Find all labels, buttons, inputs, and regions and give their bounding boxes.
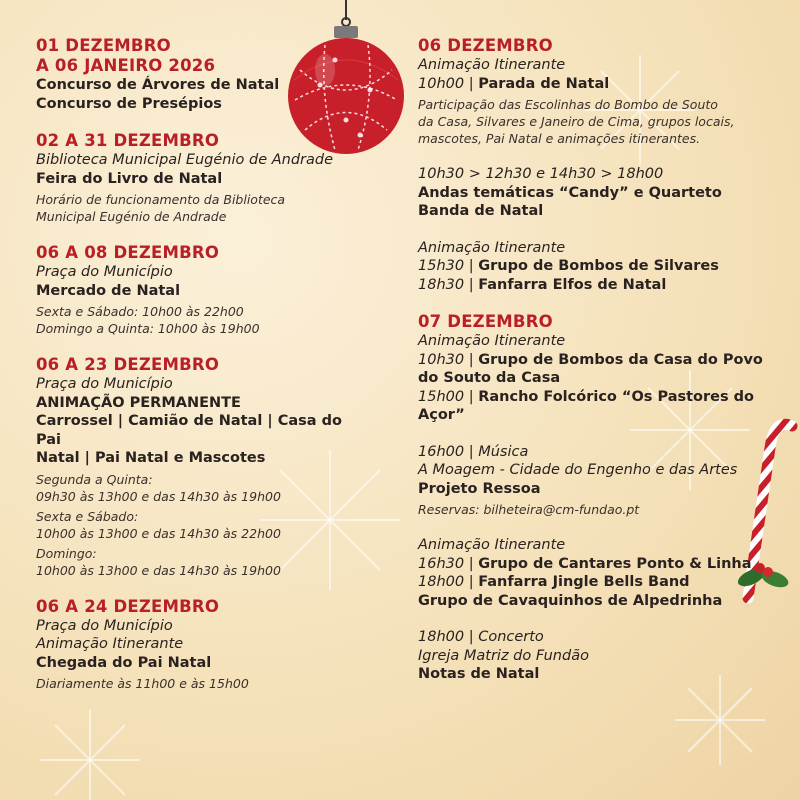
- note-line: 10h00 às 13h00 e das 14h30 às 19h00: [36, 562, 281, 578]
- event-line: [418, 555, 788, 574]
- event-title: ANIMAÇÃO PERMANENTE: [36, 394, 241, 411]
- event-title: do Souto da Casa: [418, 370, 561, 386]
- event-date: A 06 JANEIRO 2026: [36, 56, 216, 75]
- event-title: Concurso de Presépios: [36, 95, 222, 112]
- separator: |: [468, 388, 474, 405]
- event-title: Andas temáticas “Candy” e Quarteto: [418, 184, 722, 201]
- event-date: 01 DEZEMBRO: [36, 36, 171, 55]
- event-candy-stilts: [418, 165, 788, 221]
- event-title: Fanfarra Elfos de Natal: [478, 276, 667, 293]
- event-time: 16h30: [418, 555, 465, 572]
- event-time: 10h30: [418, 351, 465, 368]
- event-title: Carrossel | Camião de Natal | Casa do Pai: [36, 413, 342, 448]
- event-note: [36, 471, 366, 505]
- note-line: mascotes, Pai Natal e animações itinerantes.: [418, 131, 701, 146]
- event-title: Mercado de Natal: [36, 282, 181, 299]
- event-title: Notas de Natal: [418, 666, 540, 682]
- event-santa-arrival: [36, 597, 366, 693]
- note-line: 09h30 às 13h00 e das 14h30 às 19h00: [36, 488, 281, 504]
- event-line: [418, 628, 788, 647]
- event-date: 06 A 23 DEZEMBRO: [36, 355, 220, 374]
- event-line: [418, 75, 788, 94]
- event-kind: Concerto: [478, 629, 544, 645]
- event-line: [418, 443, 788, 462]
- event-time: 18h30: [418, 276, 465, 293]
- event-time: 18h00: [418, 629, 465, 645]
- event-date: 02 A 31 DEZEMBRO: [36, 131, 220, 150]
- event-projeto-ressoa: [418, 443, 788, 519]
- event-note: [36, 303, 366, 337]
- event-christmas-market: [36, 243, 366, 337]
- event-location: Animação Itinerante: [36, 636, 184, 652]
- event-title: Projeto Ressoa: [418, 480, 541, 497]
- event-book-fair: [36, 131, 366, 225]
- event-itinerant-07: [418, 312, 788, 425]
- event-location: Animação Itinerante: [418, 57, 566, 73]
- event-time: 10h00: [418, 75, 465, 92]
- event-concert: [418, 628, 788, 684]
- separator: |: [468, 258, 474, 274]
- event-location: Biblioteca Municipal Eugénio de Andrade: [36, 152, 334, 168]
- event-title: Feira do Livro de Natal: [36, 170, 223, 187]
- event-location: A Moagem - Cidade do Engenho e das Artes: [418, 462, 738, 478]
- event-itinerant-07-evening: [418, 536, 788, 610]
- event-time: 15h30: [418, 258, 465, 274]
- event-time: 15h00: [418, 388, 465, 405]
- event-location: Animação Itinerante: [418, 537, 566, 553]
- event-time: 18h00: [418, 574, 465, 590]
- event-title: Açor”: [418, 407, 465, 423]
- event-time: 16h00: [418, 443, 465, 460]
- event-location: Animação Itinerante: [418, 333, 566, 349]
- separator: |: [468, 351, 474, 368]
- right-column: [418, 36, 788, 702]
- note-line: Sexta e Sábado: 10h00 às 22h00: [36, 304, 244, 319]
- event-christmas-parade: [418, 36, 788, 147]
- event-note: [36, 545, 366, 579]
- event-title: Concurso de Árvores de Natal: [36, 77, 280, 93]
- separator: |: [468, 574, 474, 590]
- note-line: Municipal Eugénio de Andrade: [36, 209, 227, 224]
- event-title: Grupo de Cavaquinhos de Alpedrinha: [418, 592, 723, 609]
- separator: |: [468, 276, 474, 293]
- event-location: Praça do Município: [36, 376, 173, 392]
- event-title: Parada de Natal: [478, 75, 610, 92]
- note-line: Sexta e Sábado:: [36, 508, 139, 524]
- event-title: Fanfarra Jingle Bells Band: [478, 574, 690, 590]
- note-line: Domingo:: [36, 545, 97, 561]
- event-title: Grupo de Cantares Ponto & Linha: [478, 555, 752, 572]
- event-note: Diariamente às 11h00 e às 15h00: [36, 676, 249, 691]
- event-trees-nativity: [36, 36, 366, 113]
- event-note: [36, 191, 366, 225]
- note-line: Domingo a Quinta: 10h00 às 19h00: [36, 321, 260, 336]
- event-location: Praça do Município: [36, 264, 173, 280]
- event-note: [36, 508, 366, 542]
- event-date: 06 A 24 DEZEMBRO: [36, 596, 220, 616]
- event-time: 10h30 > 12h30 e 14h30 > 18h00: [418, 166, 664, 182]
- event-line: [418, 257, 788, 276]
- note-line: 10h00 às 13h00 e das 14h30 às 22h00: [36, 525, 281, 541]
- event-line: [418, 351, 788, 370]
- note-line: da Casa, Silvares e Janeiro de Cima, grupos locais,: [418, 114, 735, 129]
- note-line: Segunda a Quinta:: [36, 471, 153, 487]
- event-line: [418, 388, 788, 407]
- event-date: 06 DEZEMBRO: [418, 36, 553, 55]
- event-note: [418, 96, 788, 147]
- note-line: Participação das Escolinhas do Bombo de Souto: [418, 97, 718, 112]
- event-title: Chegada do Pai Natal: [36, 654, 212, 671]
- event-permanent-animation: [36, 355, 366, 579]
- separator: |: [468, 443, 474, 460]
- note-line: Horário de funcionamento da Biblioteca: [36, 192, 286, 207]
- separator: |: [468, 75, 474, 92]
- event-date: 07 DEZEMBRO: [418, 312, 553, 331]
- event-location: Praça do Município: [36, 617, 173, 634]
- event-title: Natal | Pai Natal e Mascotes: [36, 450, 266, 466]
- separator: |: [468, 555, 474, 572]
- event-line: [418, 573, 788, 592]
- left-column: [36, 36, 366, 710]
- event-title: Grupo de Bombos de Silvares: [478, 258, 719, 274]
- event-itinerant-06: [418, 239, 788, 295]
- event-line: [418, 276, 788, 295]
- event-title: Rancho Folcórico “Os Pastores do: [478, 388, 755, 405]
- event-title: Banda de Natal: [418, 203, 544, 219]
- event-note: Reservas: bilheteira@cm-fundao.pt: [418, 502, 640, 517]
- event-date: 06 A 08 DEZEMBRO: [36, 243, 220, 262]
- separator: |: [468, 629, 474, 645]
- event-kind: Música: [478, 443, 529, 460]
- event-location: Igreja Matriz do Fundão: [418, 647, 589, 664]
- event-title: Grupo de Bombos da Casa do Povo: [478, 351, 763, 368]
- event-location: Animação Itinerante: [418, 239, 566, 256]
